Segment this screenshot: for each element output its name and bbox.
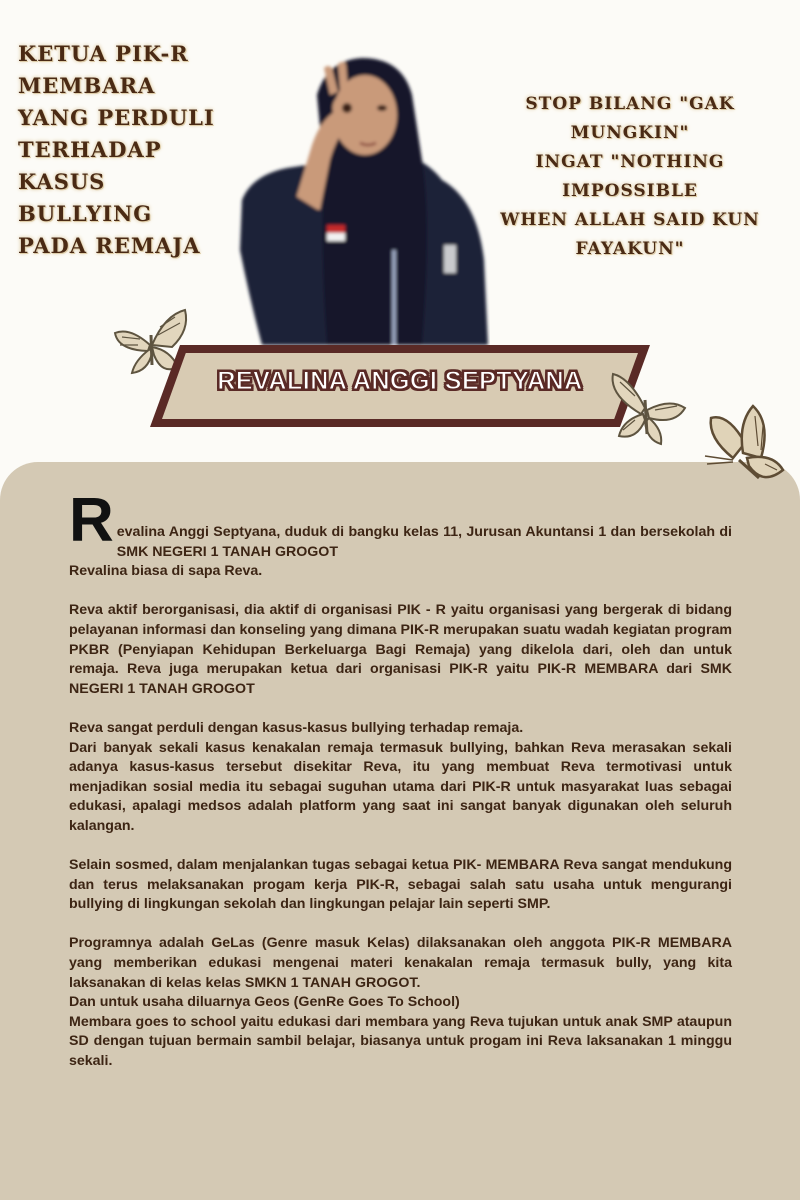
quote-line: WHEN ALLAH SAID KUN bbox=[500, 210, 760, 230]
nickname-text: Revalina biasa di sapa Reva. bbox=[69, 563, 263, 580]
paragraph-activities bbox=[69, 934, 732, 1071]
bullying-concern: Reva sangat perduli dengan kasus-kasus bullying terhadap remaja. bbox=[69, 719, 524, 736]
butterfly-icon-banner-right bbox=[605, 370, 690, 448]
left-headline bbox=[18, 38, 238, 262]
name-banner bbox=[150, 345, 650, 427]
left-headline-line: KETUA PIK-R bbox=[18, 41, 189, 66]
intro-text: evalina Anggi Septyana, duduk di bangku kelas 11, Jurusan Akuntansi 1 dan bersekolah di SMK NEGERI 1 TANAH GROGOT bbox=[116, 524, 732, 560]
geos-program: Dan untuk usaha diluarnya Geos (GenRe Goes To School) bbox=[69, 994, 460, 1011]
membara-goes-to-school: Membara goes to school yaitu edukasi dari membara yang Reva tujukan untuk anak SMP ataupun SD dengan tujuan bermain sambil belajar, biasanya untuk progam ini Reva laksanakan 1 minggu sekali. bbox=[69, 1013, 732, 1070]
quote-line: STOP BILANG "GAK MUNGKIN" bbox=[525, 94, 735, 143]
left-headline-line: YANG PERDULI bbox=[18, 105, 215, 130]
left-headline-line: KASUS BULLYING bbox=[18, 169, 153, 226]
bullying-motivation: Dari banyak sekali kasus kenakalan remaja termasuk bullying, bahkan Reva merasakan sekali adanya kasus-kasus tersebut disekitar Reva, itu yang membuat Reva termotivasi untuk menjadikan sosial media itu sebagai suguhan utama dari PIK-R untuk masyarakat luas sebagai edukasi, apalagi medsos adalah platform yang saat ini sangat banyak digunakan oleh seluruh kalangan. bbox=[69, 739, 732, 834]
paragraph-bullying bbox=[69, 719, 732, 837]
gelas-program: Programnya adalah GeLas (Genre masuk Kelas) dilaksanakan oleh anggota PIK-R MEMBARA yang memberikan edukasi mengenai materi kenakalan remaja termasuk bully, yang kita laksanakan di kelas kelas SMKN 1 TANAH GROGOT. bbox=[69, 935, 732, 991]
paragraph-organization: Reva aktif berorganisasi, dia aktif di organisasi PIK - R yaitu organisasi yang bergerak di bidang pelayanan informasi dan konseling yang dimana PIK-R merupakan suatu wadah kegiatan program PKBR (Penyiapan Kehidupan Berkeluarga Bagi Remaja) yang dikelola dari, oleh dan untuk remaja. Reva juga merupakan ketua dari organisasi PIK-R yaitu PIK-R MEMBARA dari SMK NEGERI 1 TANAH GROGOT bbox=[69, 602, 732, 697]
left-headline-line: PADA REMAJA bbox=[18, 233, 201, 258]
quote-line: FAYAKUN" bbox=[575, 239, 685, 259]
drop-cap: R bbox=[69, 486, 114, 555]
biography-text bbox=[69, 486, 732, 1091]
student-name: REVALINA ANGGI SEPTYANA bbox=[217, 367, 583, 395]
profile-photo bbox=[232, 50, 490, 345]
motivational-quote bbox=[470, 90, 790, 264]
left-headline-line: TERHADAP bbox=[18, 137, 162, 162]
quote-line: INGAT "NOTHING IMPOSSIBLE bbox=[535, 152, 725, 201]
left-headline-line: MEMBARA bbox=[18, 73, 156, 98]
paragraph-intro bbox=[69, 486, 732, 582]
butterfly-icon-corner bbox=[703, 398, 788, 490]
paragraph-program: Selain sosmed, dalam menjalankan tugas sebagai ketua PIK- MEMBARA Reva sangat mendukung dan terus melaksanakan progam kerja PIK-R, sebagai salah satu usaha untuk mengurangi bullying di lingkungan sekolah dan lingkungan pelajar lain seperti SMP. bbox=[69, 857, 732, 913]
